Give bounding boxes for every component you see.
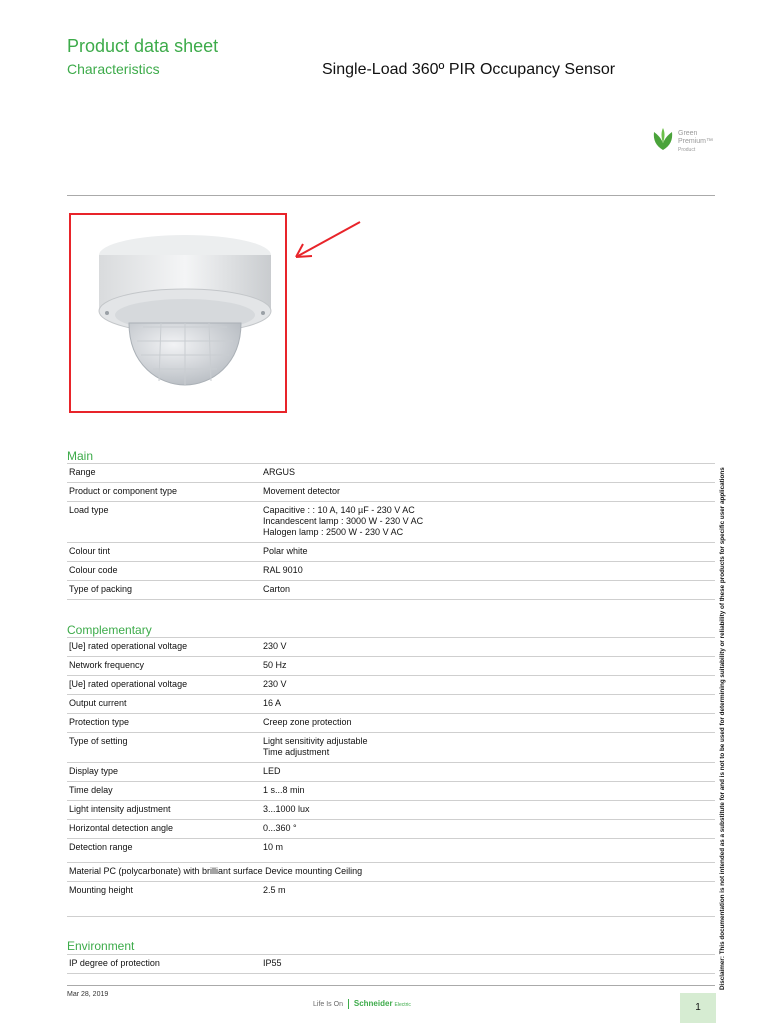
row-value: Movement detector — [261, 483, 715, 502]
row-value: RAL 9010 — [261, 562, 715, 581]
main-table — [67, 463, 715, 600]
table-row — [67, 839, 715, 863]
value-line: Incandescent lamp : 3000 W - 230 V AC — [263, 516, 424, 526]
row-value: Polar white — [261, 543, 715, 562]
row-value: 230 V — [261, 638, 715, 657]
green-premium-badge — [650, 126, 720, 156]
row-key: Type of setting — [67, 733, 261, 763]
badge-line-3: Product — [678, 147, 696, 153]
value-line: Capacitive : : 10 A, 140 µF - 230 V AC — [263, 505, 415, 515]
table-row — [67, 733, 715, 763]
table-row — [67, 657, 715, 676]
table-row — [67, 955, 715, 974]
row-key: Range — [67, 464, 261, 483]
row-value: ARGUS — [261, 464, 715, 483]
table-row — [67, 882, 715, 917]
brand-name: Schneider — [353, 999, 393, 1008]
table-row — [67, 464, 715, 483]
value-line: Halogen lamp : 2500 W - 230 V AC — [263, 527, 404, 537]
row-value: Carton — [261, 581, 715, 600]
table-row — [67, 763, 715, 782]
row-value: 0...360 ° — [261, 820, 715, 839]
footer-divider — [67, 985, 715, 986]
table-row — [67, 863, 715, 882]
page-number-box — [680, 993, 716, 1023]
page-title: Product data sheet — [67, 36, 219, 56]
row-key: Output current — [67, 695, 261, 714]
page-subtitle: Characteristics — [67, 61, 160, 77]
table-row — [67, 782, 715, 801]
row-value — [261, 502, 715, 543]
row-key: Horizontal detection angle — [67, 820, 261, 839]
row-key: Mounting height — [67, 882, 261, 917]
row-value: 50 Hz — [261, 657, 715, 676]
product-photo — [71, 215, 285, 411]
row-value: 230 V — [261, 676, 715, 695]
row-key: Detection range — [67, 839, 261, 863]
brand-sub: Electric — [394, 1002, 411, 1008]
row-key: Type of packing — [67, 581, 261, 600]
product-photo-frame — [69, 213, 287, 413]
product-name: Single-Load 360º PIR Occupancy Sensor — [322, 61, 616, 78]
row-value: IP55 — [261, 955, 715, 974]
value-line: Time adjustment — [263, 747, 330, 757]
row-value: 16 A — [261, 695, 715, 714]
row-value — [261, 733, 715, 763]
footer-tagline: Life Is On — [313, 1001, 343, 1008]
section-main-heading: Main — [67, 449, 94, 463]
table-row — [67, 695, 715, 714]
merged-row: Material PC (polycarbonate) with brilliant surface Device mounting Ceiling — [67, 863, 715, 882]
row-key: [Ue] rated operational voltage — [67, 676, 261, 695]
badge-line-2: Premium™ — [678, 138, 714, 145]
table-row — [67, 581, 715, 600]
row-key: [Ue] rated operational voltage — [67, 638, 261, 657]
row-key: Product or component type — [67, 483, 261, 502]
header-divider — [67, 195, 715, 196]
row-value: 3...1000 lux — [261, 801, 715, 820]
row-key: Load type — [67, 502, 261, 543]
row-key: Time delay — [67, 782, 261, 801]
badge-line-1: Green — [678, 130, 698, 137]
table-row — [67, 714, 715, 733]
row-key: Light intensity adjustment — [67, 801, 261, 820]
footer-brand — [313, 999, 411, 1009]
brand-divider — [348, 999, 349, 1009]
highlight-arrow-icon — [292, 218, 364, 262]
environment-table — [67, 954, 715, 974]
row-value: 10 m — [261, 839, 715, 863]
table-row — [67, 483, 715, 502]
row-key: Display type — [67, 763, 261, 782]
table-row — [67, 820, 715, 839]
row-value: LED — [261, 763, 715, 782]
table-row — [67, 562, 715, 581]
section-environment-heading: Environment — [67, 939, 135, 953]
row-key: Colour tint — [67, 543, 261, 562]
row-key: Protection type — [67, 714, 261, 733]
footer-date: Mar 28, 2019 — [67, 991, 109, 998]
table-row — [67, 638, 715, 657]
table-row — [67, 801, 715, 820]
table-row — [67, 502, 715, 543]
complementary-table — [67, 637, 715, 917]
disclaimer-text: Disclaimer: This documentation is not intended as a substitute for and is not to be used for determining suitability or reliability of these products for specific user applications — [719, 467, 726, 990]
table-row — [67, 676, 715, 695]
value-line: Light sensitivity adjustable — [263, 736, 368, 746]
section-complementary-heading: Complementary — [67, 623, 152, 637]
row-key: Colour code — [67, 562, 261, 581]
row-value: 1 s...8 min — [261, 782, 715, 801]
row-value: 2.5 m — [261, 882, 715, 917]
table-row — [67, 543, 715, 562]
leaf-icon — [650, 126, 676, 152]
row-key: Network frequency — [67, 657, 261, 676]
row-value: Creep zone protection — [261, 714, 715, 733]
row-key: IP degree of protection — [67, 955, 261, 974]
page-number: 1 — [695, 1002, 701, 1013]
